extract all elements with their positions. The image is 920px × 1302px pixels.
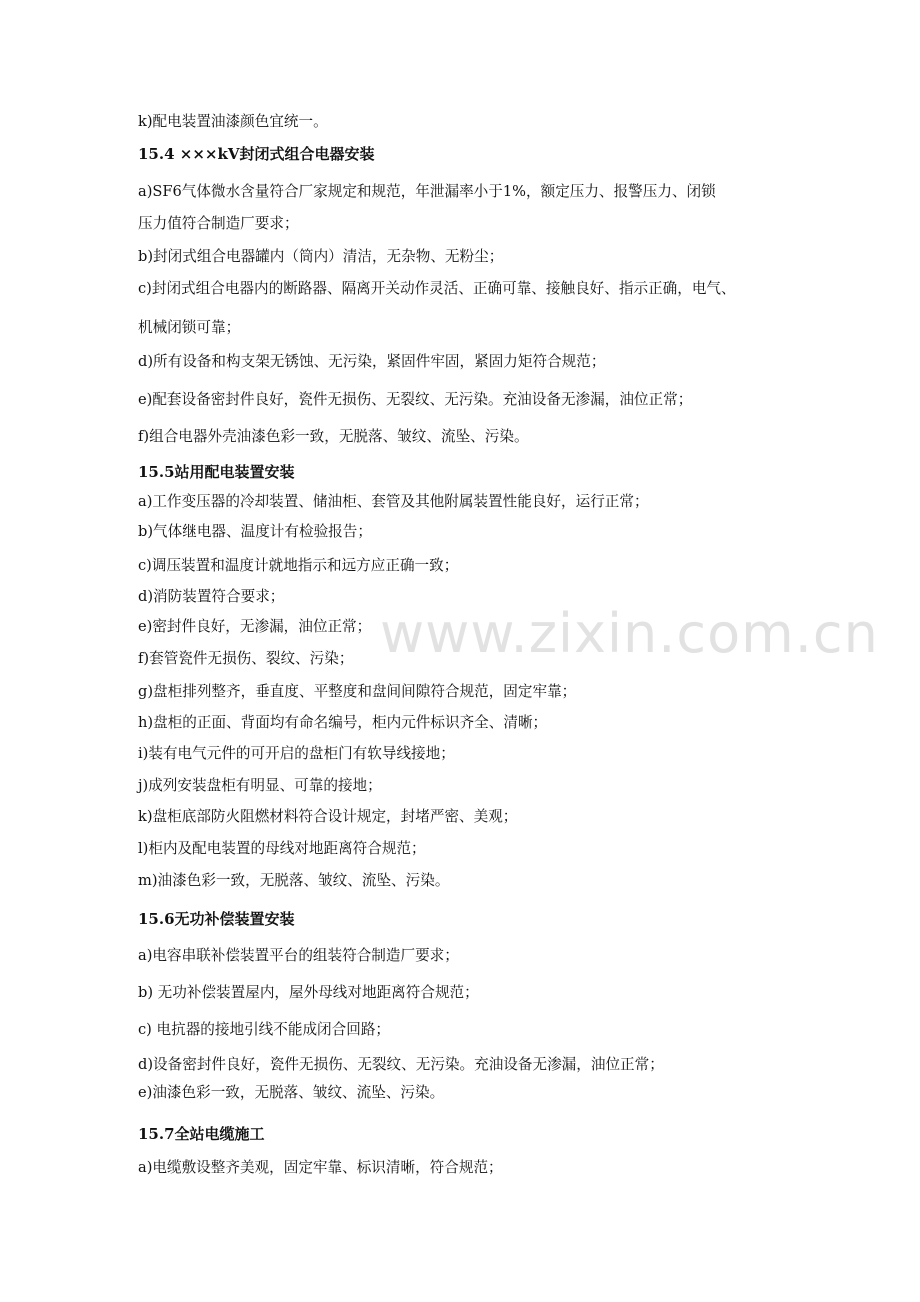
item-e-seal-no-leak: e)密封件良好，无渗漏，油位正常； [138, 618, 372, 635]
item-c-reactor-grounding: c) 电抗器的接地引线不能成闭合回路； [138, 1021, 391, 1038]
item-f-shell-paint: f)组合电器外壳油漆色彩一致，无脱落、皱纹、流坠、污染。 [138, 428, 529, 445]
item-g-cabinet-alignment: g)盘柜排列整齐，垂直度、平整度和盘间间隙符合规范，固定牢靠； [138, 683, 577, 700]
watermark-text: www.zixin.com.cn [380, 602, 879, 665]
item-c-breaker-operation-continued: 机械闭锁可靠； [138, 319, 241, 336]
section-heading-15-5: 15.5站用配电装置安装 [138, 463, 295, 481]
item-k-paint-color: k)配电装置油漆颜色宜统一。 [138, 113, 328, 130]
item-a-transformer-cooling: a)工作变压器的冷却装置、储油柜、套管及其他附属装置性能良好，运行正常； [138, 493, 649, 510]
item-k-fireproof-material: k)盘柜底部防火阻燃材料符合设计规定，封堵严密、美观； [138, 808, 518, 825]
item-j-row-grounding: j)成列安装盘柜有明显、可靠的接地； [138, 777, 382, 794]
item-m-paint-consistent: m)油漆色彩一致，无脱落、皱纹、流坠、污染。 [138, 872, 450, 889]
item-c-breaker-operation: c)封闭式组合电器内的断路器、隔离开关动作灵活、正确可靠、接触良好、指示正确，电气、 [138, 280, 736, 297]
item-b-tank-clean: b)封闭式组合电器罐内（筒内）清洁，无杂物、无粉尘； [138, 248, 504, 265]
section-heading-15-4: 15.4 ×××kV封闭式组合电器安装 [138, 145, 375, 163]
item-a-sf6-gas-continued: 压力值符合制造厂要求； [138, 215, 299, 232]
section-heading-15-6: 15.6无功补偿装置安装 [138, 910, 295, 928]
item-e-seal-good: e)配套设备密封件良好，瓷件无损伤、无裂纹、无污染。充油设备无渗漏，油位正常； [138, 391, 693, 408]
item-a-series-compensation: a)电容串联补偿装置平台的组装符合制造厂要求； [138, 947, 459, 964]
item-b-gas-relay: b)气体继电器、温度计有检验报告； [138, 523, 372, 540]
item-d-equipment-seal: d)设备密封件良好，瓷件无损伤、无裂纹、无污染。充油设备无渗漏，油位正常； [138, 1056, 664, 1073]
item-f-bushing: f)套管瓷件无损伤、裂纹、污染； [138, 650, 354, 667]
item-e-paint-consistent: e)油漆色彩一致，无脱落、皱纹、流坠、污染。 [138, 1084, 445, 1101]
item-a-sf6-gas: a)SF6气体微水含量符合厂家规定和规范，年泄漏率小于1%，额定压力、报警压力、闭锁 [138, 183, 716, 200]
item-d-no-rust: d)所有设备和构支架无锈蚀、无污染，紧固件牢固，紧固力矩符合规范； [138, 353, 606, 370]
item-a-cable-laying: a)电缆敷设整齐美观，固定牢靠、标识清晰，符合规范； [138, 1159, 503, 1176]
section-heading-15-7: 15.7全站电缆施工 [138, 1125, 265, 1143]
item-i-door-grounding: i)装有电气元件的可开启的盘柜门有软导线接地； [138, 745, 455, 762]
item-h-cabinet-labels: h)盘柜的正面、背面均有命名编号，柜内元件标识齐全、清晰； [138, 714, 548, 731]
item-c-tap-changer: c)调压装置和温度计就地指示和远方应正确一致； [138, 557, 459, 574]
item-d-fire-protection: d)消防装置符合要求； [138, 588, 285, 605]
item-b-reactive-compensation: b) 无功补偿装置屋内，屋外母线对地距离符合规范； [138, 984, 479, 1001]
item-l-busbar-distance: l)柜内及配电装置的母线对地距离符合规范； [138, 840, 426, 857]
